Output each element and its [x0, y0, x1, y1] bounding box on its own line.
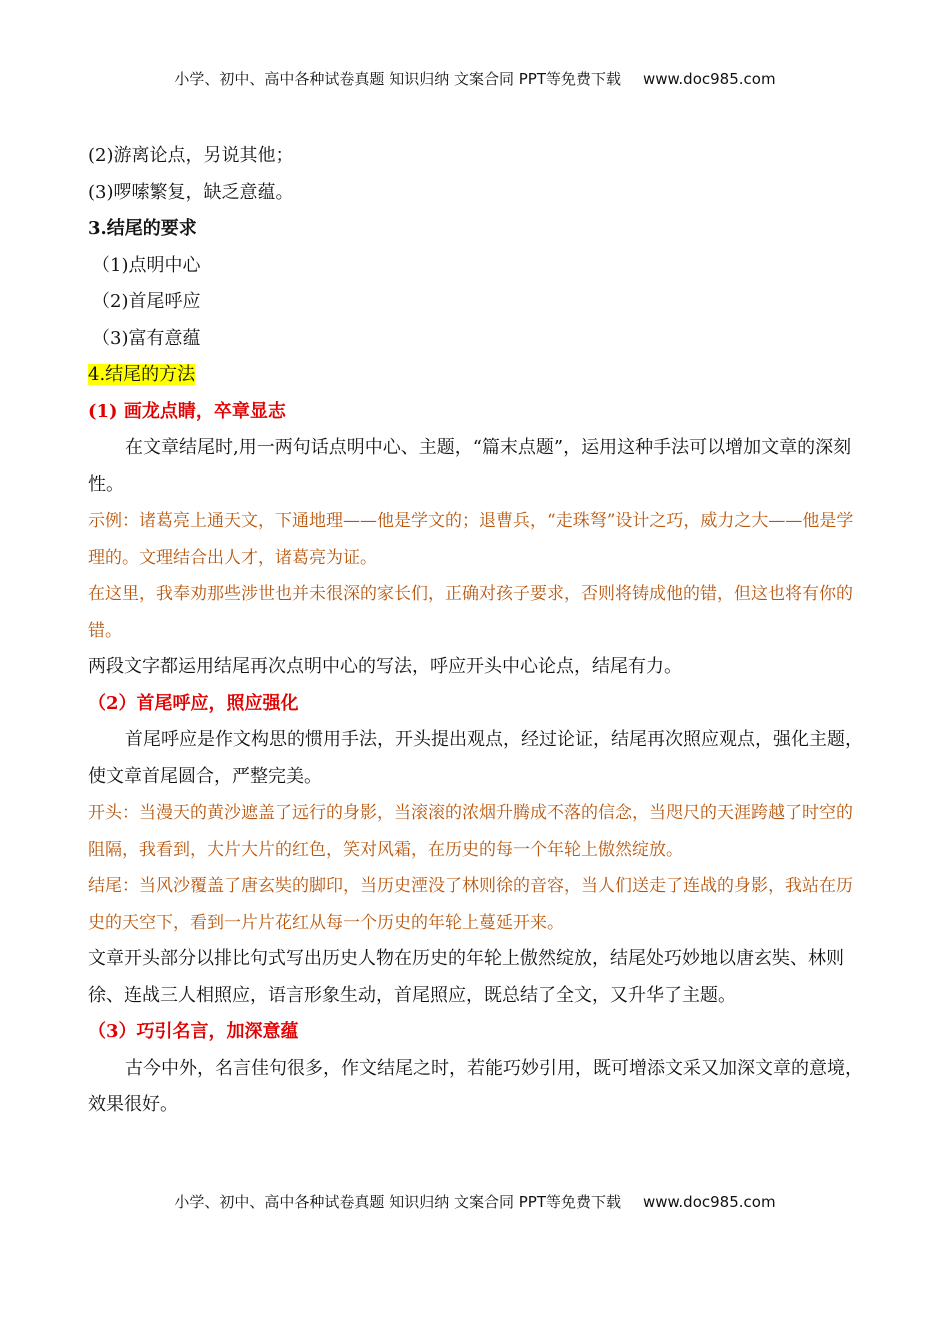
page-footer [0, 1191, 950, 1212]
header-text: 小学、初中、高中各种试卷真题 知识归纳 文案合同 PPT等免费下载 [174, 70, 621, 88]
heading-4: 4.结尾的方法 [88, 364, 196, 385]
method-1-title: (1) 画龙点睛，卒章显志 [88, 400, 286, 422]
footer-site: www.doc985.com [642, 1193, 776, 1211]
method-3-paragraph: 古今中外，名言佳句很多，作文结尾之时，若能巧妙引用，既可增添文采又加深文章的意境，效果很好。 [88, 1057, 863, 1115]
header-site: www.doc985.com [642, 70, 776, 88]
method-1-example-1: 示例：诸葛亮上通天文，下通地理——他是学文的；退曹兵，“走珠弩”设计之巧，威力之大——他是学理的。文理结合出人才，诸葛亮为证。 [88, 511, 854, 568]
footer-text: 小学、初中、高中各种试卷真题 知识归纳 文案合同 PPT等免费下载 [174, 1193, 621, 1211]
point-3-line: (3)啰嗦繁复，缺乏意蕴。 [88, 181, 294, 203]
point-2-line: (2)游离论点，另说其他； [88, 145, 294, 166]
method-2-title: （2）首尾呼应，照应强化 [88, 692, 299, 714]
method-1-paragraph: 在文章结尾时,用一两句话点明中心、主题，“篇末点题”，运用这种手法可以增加文章的深刻性。 [88, 437, 852, 495]
method-2-example-opening: 开头：当漫天的黄沙遮盖了远行的身影，当滚滚的浓烟升腾成不落的信念，当咫尺的天涯跨越了时空的阻隔，我看到，大片大片的红色，笑对风霜，在历史的每一个年轮上傲然绽放。 [88, 803, 853, 860]
method-2-paragraph: 首尾呼应是作文构思的惯用手法，开头提出观点，经过论证，结尾再次照应观点，强化主题，使文章首尾圆合，严整完美。 [88, 729, 863, 787]
requirement-3: （3)富有意蕴 [92, 327, 201, 349]
method-1-example-2: 在这里，我奉劝那些涉世也并未很深的家长们，正确对孩子要求，否则将铸成他的错，但这也将有你的错。 [88, 584, 853, 641]
heading-3: 3.结尾的要求 [88, 218, 197, 239]
method-2-example-ending: 结尾：当风沙覆盖了唐玄奘的脚印，当历史湮没了林则徐的音容，当人们送走了连战的身影，我站在历史的天空下，看到一片片花红从每一个历史的年轮上蔓延开来。 [88, 876, 853, 933]
page-content [88, 138, 864, 1124]
requirement-1: （1)点明中心 [92, 254, 201, 276]
method-3-title: （3）巧引名言，加深意蕴 [88, 1021, 299, 1042]
method-1-summary: 两段文字都运用结尾再次点明中心的写法，呼应开头中心论点，结尾有力。 [88, 656, 682, 677]
requirement-2: （2)首尾呼应 [92, 291, 201, 312]
method-2-summary: 文章开头部分以排比句式写出历史人物在历史的年轮上傲然绽放，结尾处巧妙地以唐玄奘、林则徐、连战三人相照应，语言形象生动，首尾照应，既总结了全文，又升华了主题。 [88, 948, 844, 1006]
page-header [0, 68, 950, 89]
